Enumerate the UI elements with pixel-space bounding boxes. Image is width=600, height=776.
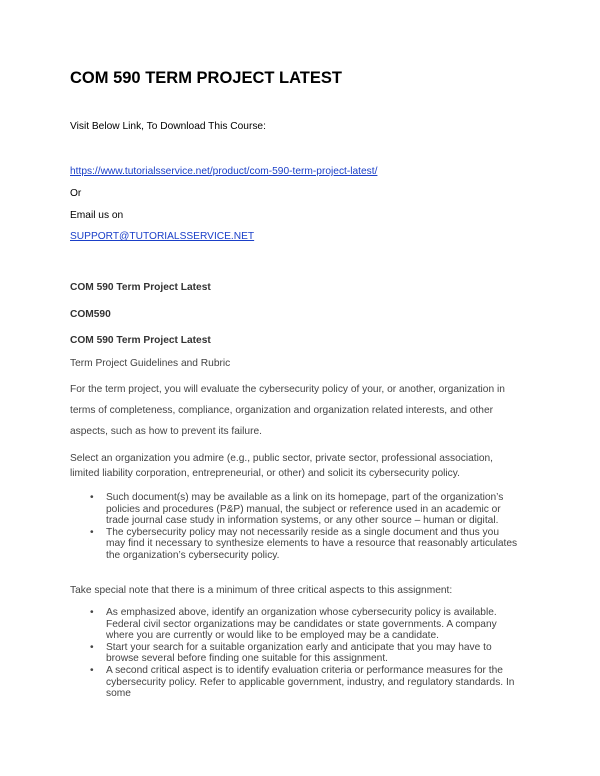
bullet-list-documents [70, 492, 520, 562]
guidelines-subtitle: Term Project Guidelines and Rubric [70, 358, 231, 369]
email-label: Email us on [70, 210, 124, 221]
or-text: Or [70, 188, 82, 199]
course-link[interactable]: https://www.tutorialsservice.net/product/com-590-term-project-latest/ [70, 166, 378, 177]
email-link[interactable]: SUPPORT@TUTORIALSSERVICE.NET [70, 231, 255, 242]
bullet-icon: • [90, 607, 94, 618]
list-item-text: As emphasized above, identify an organization whose cybersecurity policy is available. Federal civil sector organizations may be candidates or state governments. A company where you are currently or would like to be employed may be a candidate. [106, 607, 497, 642]
section-heading: COM 590 Term Project Latest [70, 282, 211, 293]
list-item [70, 642, 520, 665]
list-item [70, 607, 520, 642]
list-item [70, 492, 520, 527]
list-item-text: A second critical aspect is to identify evaluation criteria or performance measures for the cybersecurity policy. Refer to applicable government, industry, and regulatory standards. In some [106, 664, 515, 700]
paragraph-term-project: For the term project, you will evaluate the cybersecurity policy of your, or another, organization in terms of completeness, compliance, organization and organization related interests, and other aspects, such as how to prevent its failure. [70, 384, 505, 437]
section-subheading: COM 590 Term Project Latest [70, 335, 211, 346]
list-item-text: Start your search for a suitable organization early and anticipate that you may have to browse several before finding one suitable for this assignment. [106, 641, 492, 665]
bullet-icon: • [90, 641, 94, 653]
list-item [70, 527, 520, 562]
bullet-list-aspects [70, 607, 520, 700]
paragraph-select-organization: Select an organization you admire (e.g., public sector, private sector, professional association, limited liability corporation, entrepreneurial, or other) and solicit its cybersecurity policy. [70, 453, 494, 479]
course-code: COM590 [70, 309, 111, 320]
page-title: COM 590 TERM PROJECT LATEST [70, 69, 342, 87]
list-item-text: Such document(s) may be available as a link on its homepage, part of the organization’s policies and procedures (P&P) manual, the subject or reference used in an academic or trade journal case study in information systems, or any other source – human or digital. [106, 492, 504, 527]
bullet-icon: • [90, 492, 94, 503]
list-item-text: The cybersecurity policy may not necessarily reside as a single document and thus you may find it necessary to synthesize elements to have a resource that reasonably articulates the organization’s cybersecurity policy. [106, 526, 518, 561]
bullet-icon: • [90, 664, 94, 676]
list-item [70, 665, 520, 700]
bullet-icon: • [90, 526, 94, 538]
paragraph-critical-aspects: Take special note that there is a minimum of three critical aspects to this assignment: [70, 585, 453, 596]
download-intro: Visit Below Link, To Download This Course: [70, 121, 266, 132]
